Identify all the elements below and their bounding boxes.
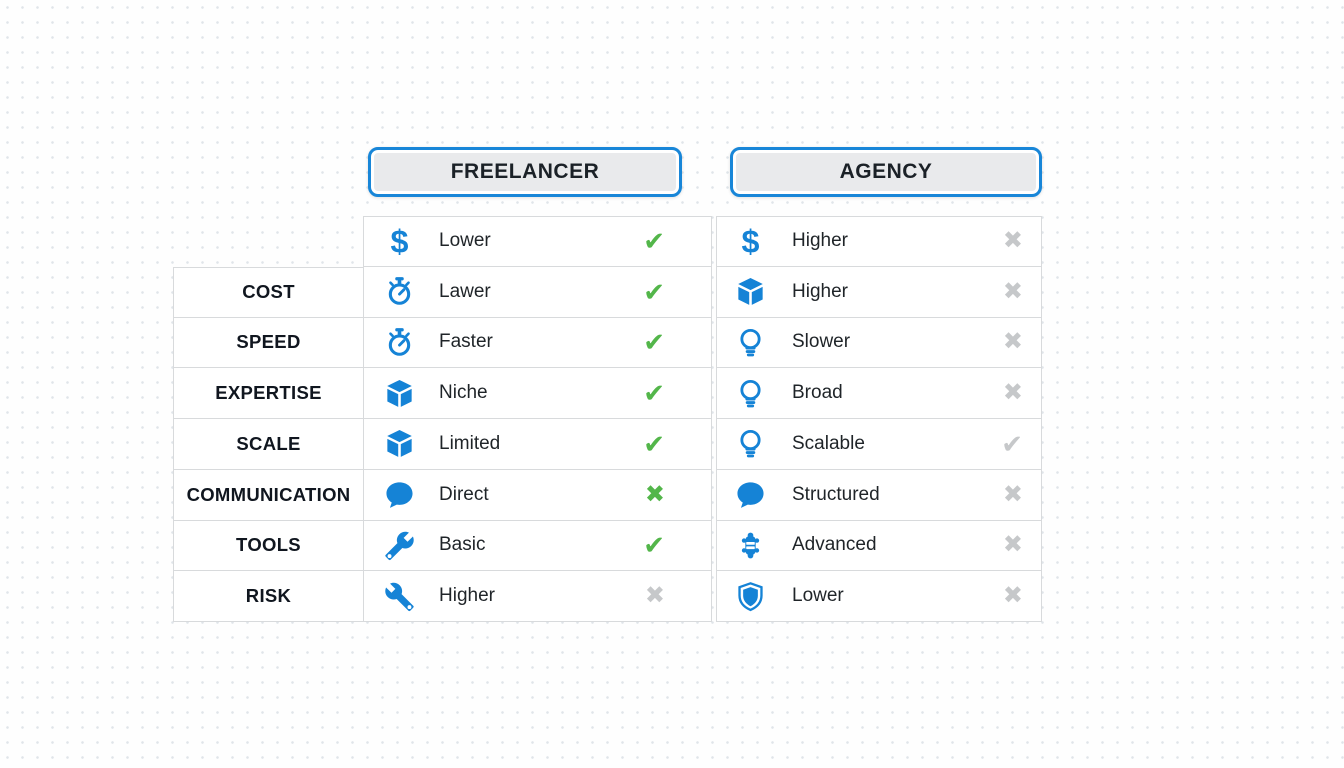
row-label: RISK: [173, 571, 363, 622]
table-row: [173, 318, 1043, 369]
agency-cell: [716, 521, 1042, 572]
cell-value: Scalable: [792, 432, 865, 454]
cell-value: Lower: [439, 230, 491, 252]
check-mark-icon: ✔: [643, 327, 665, 358]
agency-header-button: [730, 147, 1042, 197]
freelancer-cell: [363, 419, 712, 470]
freelancer-header-label: FREELANCER: [450, 160, 600, 183]
cross-mark-icon: ✖: [1002, 227, 1023, 255]
cell-value: Slower: [792, 331, 851, 353]
dollar-icon: [735, 226, 766, 257]
cross-mark-icon: ✖: [1002, 328, 1023, 356]
cell-value: Broad: [792, 382, 843, 404]
cross-mark-icon: ✖: [1002, 582, 1023, 610]
table-row: [173, 267, 1043, 318]
table-row: [173, 419, 1043, 470]
row-label: TOOLS: [173, 521, 363, 572]
table-row: [173, 521, 1043, 572]
agency-cell: [716, 571, 1042, 622]
cell-value: Limited: [439, 432, 501, 454]
agency-cell: [716, 419, 1042, 470]
row-label: SPEED: [173, 318, 363, 369]
table-row: [173, 216, 1043, 267]
cell-value: Advanced: [792, 534, 877, 556]
cell-value: Higher: [439, 585, 495, 607]
cell-value: Faster: [439, 331, 493, 353]
freelancer-cell: [363, 267, 712, 318]
agency-header-label: AGENCY: [839, 160, 933, 183]
row-label: EXPERTISE: [173, 368, 363, 419]
cell-value: Higher: [792, 280, 848, 302]
agency-cell: [716, 470, 1042, 521]
cell-value: Lawer: [439, 280, 491, 302]
cube-icon: [735, 276, 766, 307]
row-label: COMMUNICATION: [173, 470, 363, 521]
row-label: COST: [173, 267, 363, 318]
cross-mark-icon: ✖: [644, 480, 665, 508]
wrench-icon: [384, 581, 415, 612]
cross-mark-icon: ✖: [1002, 531, 1023, 559]
cell-value: Direct: [439, 483, 489, 505]
check-mark-icon: ✔: [643, 226, 665, 257]
check-mark-icon: ✔: [643, 530, 665, 561]
wrench-icon: [384, 530, 415, 561]
table-row: [173, 571, 1043, 622]
freelancer-cell: [363, 318, 712, 369]
agency-cell: [716, 267, 1042, 318]
check-mark-icon: ✔: [1001, 428, 1023, 459]
freelancer-cell: [363, 216, 712, 267]
cell-value: Higher: [792, 230, 848, 252]
chat-icon: [384, 479, 415, 510]
freelancer-cell: [363, 368, 712, 419]
table-row: [173, 368, 1043, 419]
freelancer-cell: [363, 470, 712, 521]
cross-mark-icon: ✖: [1002, 480, 1023, 508]
shield-icon: [735, 581, 766, 612]
chat-icon: [735, 479, 766, 510]
lightbulb-icon: [735, 327, 766, 358]
cell-value: Lower: [792, 585, 844, 607]
cross-mark-icon: ✖: [1002, 379, 1023, 407]
cross-mark-icon: ✖: [1002, 277, 1023, 305]
agency-cell: [716, 216, 1042, 267]
cell-value: Structured: [792, 483, 880, 505]
freelancer-cell: [363, 571, 712, 622]
row-label: [173, 216, 363, 267]
comparison-table: [173, 216, 1043, 622]
row-label: SCALE: [173, 419, 363, 470]
lightbulb-icon: [735, 428, 766, 459]
cell-value: Niche: [439, 382, 488, 404]
cube-icon: [384, 378, 415, 409]
freelancer-cell: [363, 521, 712, 572]
cell-value: Basic: [439, 534, 486, 556]
cross-mark-icon: ✖: [644, 582, 665, 610]
cube-icon: [384, 428, 415, 459]
gear-icon: [735, 530, 766, 561]
stopwatch-icon: [384, 327, 415, 358]
stopwatch-icon: [384, 276, 415, 307]
check-mark-icon: ✔: [643, 378, 665, 409]
lightbulb-icon: [735, 378, 766, 409]
freelancer-header-button: [368, 147, 682, 197]
agency-cell: [716, 368, 1042, 419]
check-mark-icon: ✔: [643, 428, 665, 459]
agency-cell: [716, 318, 1042, 369]
check-mark-icon: ✔: [643, 276, 665, 307]
table-row: [173, 470, 1043, 521]
dollar-icon: [384, 226, 415, 257]
